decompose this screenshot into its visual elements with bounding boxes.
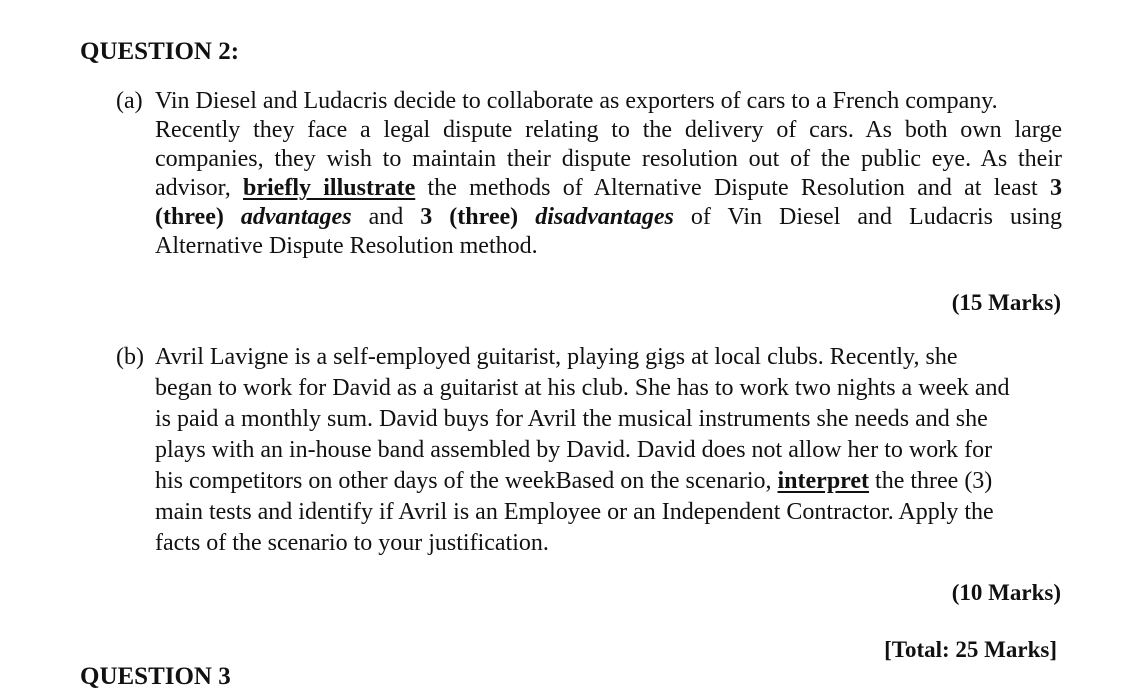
part-a-line-4-text-2: the methods of Alternative Dispute Resolution and at least bbox=[427, 175, 1038, 201]
instruction-keyword-interpret: interpret bbox=[777, 468, 870, 494]
count-three-word: (three) bbox=[155, 204, 224, 230]
keyword-disadvantages: disadvantages bbox=[535, 204, 674, 230]
count-three-2: 3 (three) bbox=[420, 204, 519, 230]
next-question-heading: QUESTION 3 bbox=[80, 663, 231, 690]
total-marks: [Total: 25 Marks] bbox=[884, 637, 1057, 662]
part-b-line-3: is paid a monthly sum. David buys for Avril the musical instruments she needs and she bbox=[155, 406, 988, 432]
part-a-line-1: Vin Diesel and Ludacris decide to collaborate as exporters of cars to a French company. bbox=[155, 88, 998, 114]
part-a-line-3: companies, they wish to maintain their dispute resolution out of the public eye. As their bbox=[155, 146, 1062, 172]
question-heading: QUESTION 2: bbox=[80, 38, 240, 65]
part-a-line-4-text: advisor, bbox=[155, 175, 231, 201]
count-three: 3 bbox=[1050, 175, 1063, 201]
part-a-line-2: Recently they face a legal dispute relating to the delivery of cars. As both own large bbox=[155, 117, 1062, 143]
instruction-keyword-briefly-illustrate: briefly illustrate bbox=[243, 175, 416, 201]
part-b-label: (b) bbox=[116, 344, 144, 370]
part-b-line-1: Avril Lavigne is a self-employed guitarist, playing gigs at local clubs. Recently, she bbox=[155, 344, 958, 370]
part-a-line-5 bbox=[155, 204, 1062, 231]
part-a-line-4 bbox=[155, 175, 1062, 202]
keyword-advantages: advantages bbox=[240, 204, 352, 230]
part-a-line-6: Alternative Dispute Resolution method. bbox=[155, 233, 538, 259]
part-b-marks: (10 Marks) bbox=[951, 580, 1061, 605]
part-a-line-5-and: and bbox=[368, 204, 404, 230]
part-b-line-5-text-2: the three (3) bbox=[875, 468, 993, 494]
part-b-line-7: facts of the scenario to your justification. bbox=[155, 530, 549, 556]
part-b-line-2: began to work for David as a guitarist at his club. She has to work two nights a week and bbox=[155, 375, 1010, 401]
part-a-marks: (15 Marks) bbox=[951, 290, 1061, 315]
part-b-line-6: main tests and identify if Avril is an Employee or an Independent Contractor. Apply the bbox=[155, 499, 994, 525]
part-b-line-5-text: his competitors on other days of the weekBased on the scenario, bbox=[155, 468, 772, 494]
part-a-line-5-text: of Vin Diesel and Ludacris using bbox=[690, 204, 1063, 230]
part-b-line-4: plays with an in-house band assembled by David. David does not allow her to work for bbox=[155, 437, 993, 463]
part-a-label: (a) bbox=[116, 88, 143, 114]
part-b-line-5 bbox=[155, 468, 992, 495]
